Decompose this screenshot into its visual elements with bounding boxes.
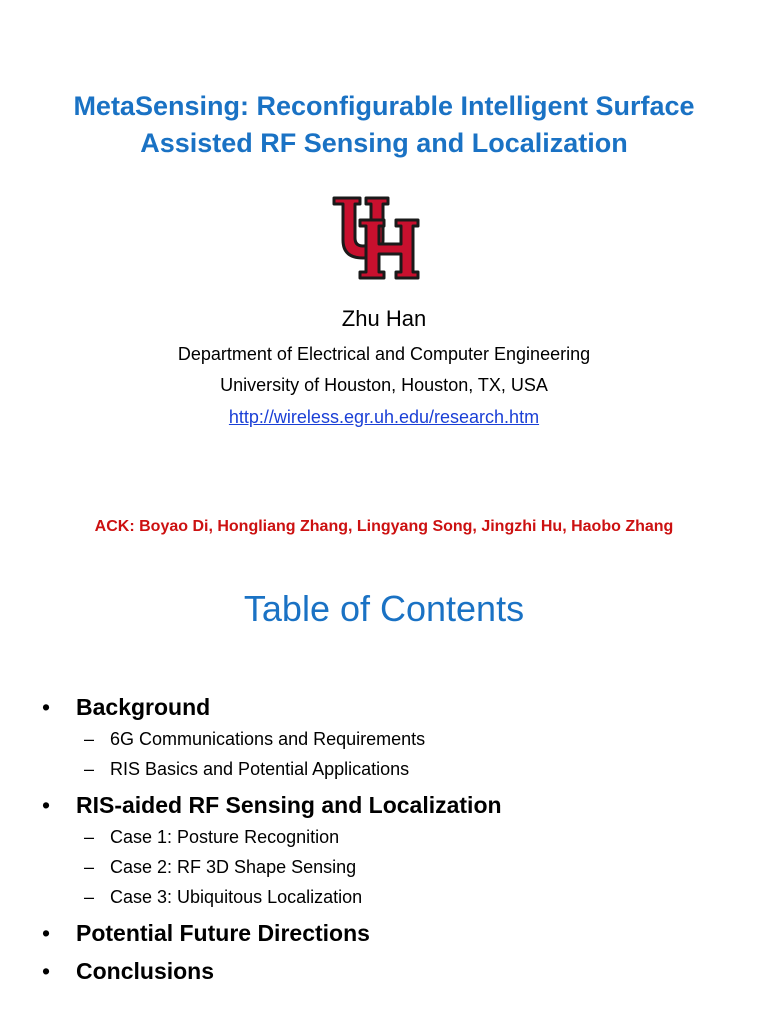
toc-subitem-label: 6G Communications and Requirements — [110, 729, 426, 749]
research-link-wrapper — [0, 407, 768, 428]
dash-icon: – — [84, 827, 95, 847]
toc-item-label: Background — [76, 694, 211, 720]
toc-item-conclusions — [40, 954, 740, 988]
toc-item-label: RIS-aided RF Sensing and Localization — [76, 792, 502, 818]
toc-item-ris-sensing — [40, 788, 740, 822]
toc-item-background — [40, 690, 740, 724]
toc-subitem-label: Case 3: Ubiquitous Localization — [110, 887, 363, 907]
toc-subitem — [40, 724, 740, 754]
bullet-icon: • — [42, 920, 51, 946]
dash-icon: – — [84, 759, 95, 779]
dash-icon: – — [84, 887, 95, 907]
toc-subitem-label: Case 1: Posture Recognition — [110, 827, 340, 847]
acknowledgement: ACK: Boyao Di, Hongliang Zhang, Lingyang Song, Jingzhi Hu, Haobo Zhang — [94, 518, 674, 535]
toc-subitem — [40, 822, 740, 852]
bullet-icon: • — [42, 792, 51, 818]
slide-title-line-1: MetaSensing: Reconfigurable Intelligent Surface — [73, 91, 695, 121]
research-link[interactable]: http://wireless.egr.uh.edu/research.htm — [228, 407, 540, 427]
bullet-icon: • — [42, 694, 51, 720]
toc-title: Table of Contents — [243, 588, 525, 629]
dash-icon: – — [84, 857, 95, 877]
department: Department of Electrical and Computer Engineering — [177, 344, 591, 364]
toc-item-future-directions — [40, 916, 740, 950]
toc-list — [40, 690, 740, 988]
toc-subitem-label: RIS Basics and Potential Applications — [110, 759, 410, 779]
bullet-icon: • — [42, 958, 51, 984]
toc-subitem-label: Case 2: RF 3D Shape Sensing — [110, 857, 357, 877]
slide-title-line-2: Assisted RF Sensing and Localization — [140, 128, 628, 158]
slide-title — [0, 88, 768, 162]
dash-icon: – — [84, 729, 95, 749]
toc-subitem — [40, 754, 740, 784]
toc-subitem — [40, 852, 740, 882]
toc-item-label: Potential Future Directions — [76, 920, 370, 946]
author-name: Zhu Han — [341, 306, 427, 331]
university: University of Houston, Houston, TX, USA — [220, 375, 548, 395]
uh-logo-icon — [330, 194, 420, 282]
toc-subitem — [40, 882, 740, 912]
toc-item-label: Conclusions — [76, 958, 215, 984]
